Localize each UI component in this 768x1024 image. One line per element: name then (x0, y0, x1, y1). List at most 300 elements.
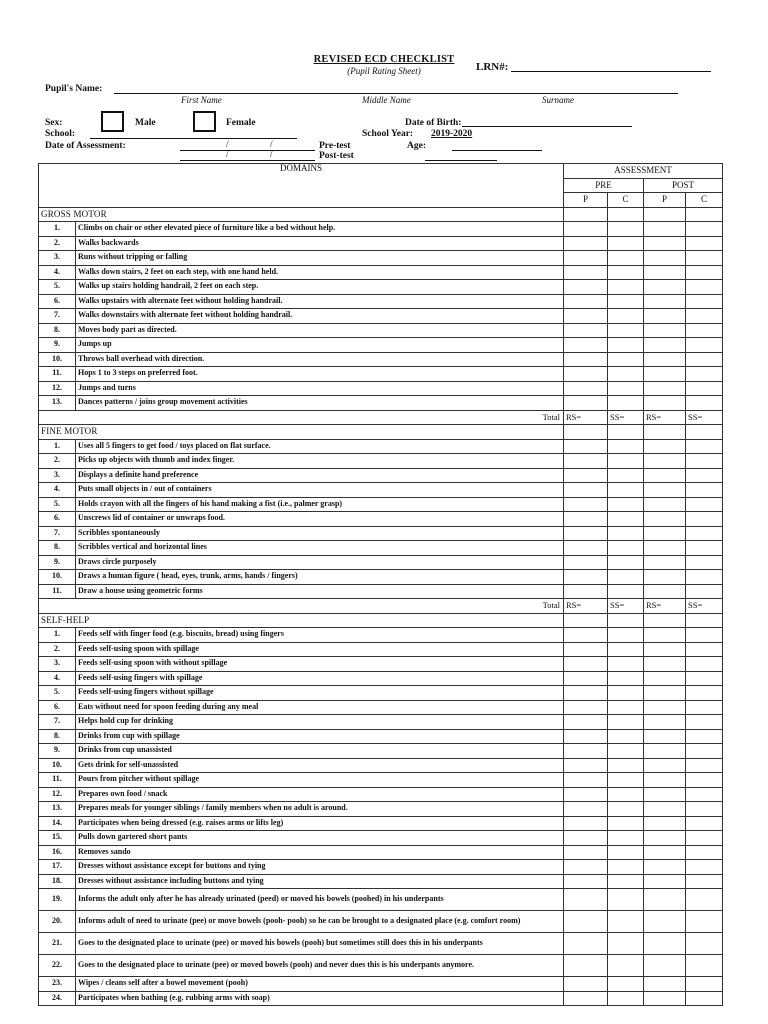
item-description: Hops 1 to 3 steps on preferred foot. (76, 367, 564, 382)
post-p-cell[interactable] (644, 222, 686, 237)
item-description: Runs without tripping or falling (76, 251, 564, 266)
post-c-cell[interactable] (686, 251, 723, 266)
pre-c-cell[interactable] (608, 977, 644, 992)
post-p-cell[interactable] (644, 991, 686, 1006)
pre-p-cell[interactable] (564, 787, 608, 802)
post-c-cell[interactable] (686, 977, 723, 992)
table-row (39, 686, 723, 701)
post-c-cell[interactable] (686, 236, 723, 251)
pre-c-cell[interactable] (608, 338, 644, 353)
pre-p-cell[interactable] (564, 744, 608, 759)
post-c-cell[interactable] (686, 439, 723, 454)
post-p-cell[interactable] (644, 555, 686, 570)
post-p-cell[interactable] (644, 541, 686, 556)
pre-c-cell[interactable] (608, 468, 644, 483)
post-p-cell[interactable] (644, 323, 686, 338)
fine-motor-section-row (39, 425, 723, 440)
item-description: Eats without need for spoon feeding during any meal (76, 700, 564, 715)
post-p-cell[interactable] (644, 955, 686, 977)
post-p-cell[interactable] (644, 497, 686, 512)
pre-c-cell[interactable] (608, 845, 644, 860)
item-number: 1. (39, 628, 76, 643)
table-row (39, 280, 723, 295)
post-p-cell[interactable] (644, 468, 686, 483)
pre-p-cell[interactable] (564, 911, 608, 933)
post-c-cell[interactable] (686, 396, 723, 411)
pre-p-cell[interactable] (564, 831, 608, 846)
table-row (39, 570, 723, 585)
pre-p-cell[interactable] (564, 222, 608, 237)
pre-c-cell[interactable] (608, 816, 644, 831)
table-row (39, 977, 723, 992)
pre-p-cell[interactable] (564, 729, 608, 744)
item-number: 12. (39, 787, 76, 802)
pretest-label: Pre-test (319, 141, 351, 151)
post-p-cell[interactable] (644, 570, 686, 585)
pre-p-cell[interactable] (564, 991, 608, 1006)
sex-label: Sex: (45, 118, 63, 128)
pre-p-cell[interactable] (564, 497, 608, 512)
pre-c-cell[interactable] (608, 381, 644, 396)
pre-c-cell[interactable] (608, 265, 644, 280)
pre-p-cell[interactable] (564, 280, 608, 295)
post-c-cell[interactable] (686, 773, 723, 788)
post-p-cell[interactable] (644, 911, 686, 933)
pre-c-cell[interactable] (608, 483, 644, 498)
pre-c-cell[interactable] (608, 512, 644, 527)
pre-p-cell[interactable] (564, 338, 608, 353)
post-c-cell[interactable] (686, 628, 723, 643)
item-number: 11. (39, 367, 76, 382)
pre-c-cell[interactable] (608, 671, 644, 686)
pre-p-cell[interactable] (564, 933, 608, 955)
post-rs-cell[interactable]: RS= (644, 599, 686, 614)
posttest-label: Post-test (319, 151, 354, 161)
post-c-cell[interactable] (686, 338, 723, 353)
dob-field[interactable] (462, 126, 632, 127)
age-field[interactable] (452, 150, 542, 151)
post-c-cell[interactable] (686, 845, 723, 860)
pre-c-cell[interactable] (608, 555, 644, 570)
item-description: Helps hold cup for drinking (76, 715, 564, 730)
post-p-cell[interactable] (644, 845, 686, 860)
item-description: Participates when being dressed (e.g. raises arms or lifts leg) (76, 816, 564, 831)
post-c-cell[interactable] (686, 454, 723, 469)
pre-rs-cell[interactable]: RS= (564, 410, 608, 425)
post-c-cell[interactable] (686, 265, 723, 280)
item-number: 7. (39, 526, 76, 541)
table-row (39, 555, 723, 570)
post-p-cell[interactable] (644, 280, 686, 295)
pre-c-cell[interactable] (608, 294, 644, 309)
pre-p-cell[interactable] (564, 483, 608, 498)
post-c-cell[interactable] (686, 889, 723, 911)
post-p-cell[interactable] (644, 889, 686, 911)
pre-c-cell[interactable] (608, 309, 644, 324)
post-p-cell[interactable] (644, 381, 686, 396)
post-c-cell[interactable] (686, 555, 723, 570)
pre-c-cell[interactable] (608, 955, 644, 977)
item-number: 8. (39, 729, 76, 744)
middle-name-caption: Middle Name (362, 95, 411, 105)
pre-p-cell[interactable] (564, 773, 608, 788)
post-p-cell[interactable] (644, 744, 686, 759)
post-c-cell[interactable] (686, 294, 723, 309)
item-number: 7. (39, 715, 76, 730)
pre-p-cell[interactable] (564, 526, 608, 541)
pre-p-cell[interactable] (564, 642, 608, 657)
lrn-field[interactable] (511, 71, 711, 72)
item-description: Draws a human figure ( head, eyes, trunk, arms, hands / fingers) (76, 570, 564, 585)
post-c-cell[interactable] (686, 874, 723, 889)
post-p-cell[interactable] (644, 251, 686, 266)
post-c-cell[interactable] (686, 570, 723, 585)
item-number: 17. (39, 860, 76, 875)
post-p-cell[interactable] (644, 773, 686, 788)
post-p-cell[interactable] (644, 874, 686, 889)
pre-c-cell[interactable] (608, 628, 644, 643)
table-row (39, 628, 723, 643)
post-p-cell[interactable] (644, 671, 686, 686)
post-c-cell[interactable] (686, 367, 723, 382)
pre-c-cell[interactable] (608, 773, 644, 788)
table-row (39, 396, 723, 411)
post-c-header: C (686, 193, 723, 208)
post-c-cell[interactable] (686, 352, 723, 367)
post-p-cell[interactable] (644, 309, 686, 324)
pre-c-cell[interactable] (608, 787, 644, 802)
item-number: 12. (39, 381, 76, 396)
item-description: Gets drink for self-unassisted (76, 758, 564, 773)
pre-c-header: C (608, 193, 644, 208)
pre-header: PRE (564, 178, 644, 193)
table-row (39, 889, 723, 911)
pretest-slash-2: / (270, 140, 273, 150)
school-year-label: School Year: (362, 129, 414, 139)
pre-c-cell[interactable] (608, 715, 644, 730)
table-row (39, 715, 723, 730)
pre-p-cell[interactable] (564, 816, 608, 831)
pre-p-cell[interactable] (564, 758, 608, 773)
pre-p-cell[interactable] (564, 381, 608, 396)
post-c-cell[interactable] (686, 381, 723, 396)
post-p-cell[interactable] (644, 860, 686, 875)
post-p-cell[interactable] (644, 816, 686, 831)
pretest-date-field[interactable] (180, 150, 315, 151)
table-row (39, 729, 723, 744)
pre-c-cell[interactable] (608, 584, 644, 599)
pre-p-cell[interactable] (564, 715, 608, 730)
pre-c-cell[interactable] (608, 758, 644, 773)
pre-c-cell[interactable] (608, 744, 644, 759)
pre-p-cell[interactable] (564, 512, 608, 527)
post-p-cell[interactable] (644, 628, 686, 643)
pre-p-cell[interactable] (564, 889, 608, 911)
post-p-cell[interactable] (644, 700, 686, 715)
pre-c-cell[interactable] (608, 874, 644, 889)
gross-motor-title: GROSS MOTOR (39, 207, 564, 222)
assessment-header: ASSESSMENT (564, 164, 723, 179)
self-help-header-post-p (644, 613, 686, 628)
post-c-cell[interactable] (686, 584, 723, 599)
post-c-cell[interactable] (686, 323, 723, 338)
post-c-cell[interactable] (686, 541, 723, 556)
fine-motor-header-post-p (644, 425, 686, 440)
post-p-cell[interactable] (644, 338, 686, 353)
post-c-cell[interactable] (686, 671, 723, 686)
post-p-cell[interactable] (644, 977, 686, 992)
item-description: Puts small objects in / out of containers (76, 483, 564, 498)
post-p-cell[interactable] (644, 512, 686, 527)
item-number: 4. (39, 265, 76, 280)
pre-p-cell[interactable] (564, 396, 608, 411)
pre-ss-cell[interactable]: SS= (608, 410, 644, 425)
table-row (39, 323, 723, 338)
item-description: Prepares own food / snack (76, 787, 564, 802)
pupil-name-field[interactable] (114, 93, 678, 94)
post-c-cell[interactable] (686, 933, 723, 955)
pre-p-cell[interactable] (564, 700, 608, 715)
pre-p-cell[interactable] (564, 845, 608, 860)
item-description: Jumps up (76, 338, 564, 353)
post-c-cell[interactable] (686, 222, 723, 237)
pre-c-cell[interactable] (608, 541, 644, 556)
pre-c-cell[interactable] (608, 802, 644, 817)
male-checkbox[interactable] (101, 111, 124, 132)
age-field-2[interactable] (425, 160, 497, 161)
pre-ss-cell[interactable]: SS= (608, 599, 644, 614)
post-c-cell[interactable] (686, 280, 723, 295)
pre-p-cell[interactable] (564, 352, 608, 367)
post-c-cell[interactable] (686, 512, 723, 527)
table-row (39, 802, 723, 817)
item-description: Walks downstairs with alternate feet without holding handrail. (76, 309, 564, 324)
posttest-slash-2: / (270, 150, 273, 160)
pre-p-cell[interactable] (564, 802, 608, 817)
post-c-cell[interactable] (686, 860, 723, 875)
pre-p-cell[interactable] (564, 657, 608, 672)
item-number: 10. (39, 352, 76, 367)
post-c-cell[interactable] (686, 483, 723, 498)
item-description: Jumps and turns (76, 381, 564, 396)
pre-c-cell[interactable] (608, 396, 644, 411)
pre-c-cell[interactable] (608, 911, 644, 933)
post-c-cell[interactable] (686, 686, 723, 701)
self-help-header-pre-p (564, 613, 608, 628)
post-p-cell[interactable] (644, 642, 686, 657)
pre-p-cell[interactable] (564, 860, 608, 875)
table-row (39, 468, 723, 483)
pre-c-cell[interactable] (608, 991, 644, 1006)
post-rs-cell[interactable]: RS= (644, 410, 686, 425)
pre-p-cell[interactable] (564, 236, 608, 251)
item-description: Scribbles vertical and horizontal lines (76, 541, 564, 556)
post-p-cell[interactable] (644, 265, 686, 280)
item-description: Prepares meals for younger siblings / family members when no adult is around. (76, 802, 564, 817)
post-p-cell[interactable] (644, 584, 686, 599)
pre-c-cell[interactable] (608, 236, 644, 251)
item-number: 2. (39, 454, 76, 469)
pre-p-cell[interactable] (564, 265, 608, 280)
item-description: Wipes / cleans self after a bowel movement (pooh) (76, 977, 564, 992)
post-p-cell[interactable] (644, 352, 686, 367)
post-c-cell[interactable] (686, 802, 723, 817)
pre-c-cell[interactable] (608, 352, 644, 367)
table-row (39, 955, 723, 977)
school-field[interactable] (90, 138, 297, 139)
post-c-cell[interactable] (686, 816, 723, 831)
pre-p-cell[interactable] (564, 468, 608, 483)
female-checkbox[interactable] (193, 111, 216, 132)
post-p-cell[interactable] (644, 367, 686, 382)
posttest-date-field[interactable] (180, 160, 315, 161)
pre-p-cell[interactable] (564, 323, 608, 338)
pre-c-cell[interactable] (608, 700, 644, 715)
item-number: 2. (39, 236, 76, 251)
self-help-title: SELF-HELP (39, 613, 564, 628)
pre-c-cell[interactable] (608, 933, 644, 955)
table-row (39, 497, 723, 512)
item-description: Informs adult of need to urinate (pee) or move bowels (pooh- pooh) so he can be brought to a designated place (e.g. comfort room) (76, 911, 564, 933)
pre-p-cell[interactable] (564, 686, 608, 701)
pre-c-cell[interactable] (608, 657, 644, 672)
pre-p-cell[interactable] (564, 628, 608, 643)
post-c-cell[interactable] (686, 955, 723, 977)
post-c-cell[interactable] (686, 309, 723, 324)
post-p-cell[interactable] (644, 483, 686, 498)
pre-p-cell[interactable] (564, 439, 608, 454)
table-row (39, 309, 723, 324)
pre-p-cell[interactable] (564, 309, 608, 324)
pre-c-cell[interactable] (608, 831, 644, 846)
table-row (39, 541, 723, 556)
post-p-cell[interactable] (644, 454, 686, 469)
school-year-value: 2019-2020 (431, 129, 473, 139)
pre-c-cell[interactable] (608, 889, 644, 911)
pre-c-cell[interactable] (608, 439, 644, 454)
post-c-cell[interactable] (686, 729, 723, 744)
post-c-cell[interactable] (686, 642, 723, 657)
post-c-cell[interactable] (686, 715, 723, 730)
post-p-cell[interactable] (644, 715, 686, 730)
pre-p-cell[interactable] (564, 671, 608, 686)
table-row (39, 642, 723, 657)
item-description: Feeds self with finger food (e.g. biscuits, bread) using fingers (76, 628, 564, 643)
pre-p-cell[interactable] (564, 977, 608, 992)
post-p-cell[interactable] (644, 831, 686, 846)
item-description: Unscrews lid of container or unwraps food. (76, 512, 564, 527)
post-p-cell[interactable] (644, 758, 686, 773)
item-description: Informs the adult only after he has already urinated (peed) or moved his bowels (poohed) in his underpants (76, 889, 564, 911)
post-p-cell[interactable] (644, 933, 686, 955)
pre-p-cell[interactable] (564, 584, 608, 599)
table-row (39, 512, 723, 527)
pre-c-cell[interactable] (608, 860, 644, 875)
pre-p-cell[interactable] (564, 541, 608, 556)
post-c-cell[interactable] (686, 911, 723, 933)
item-number: 9. (39, 744, 76, 759)
table-row (39, 265, 723, 280)
table-row (39, 454, 723, 469)
post-c-cell[interactable] (686, 700, 723, 715)
pre-c-cell[interactable] (608, 497, 644, 512)
table-row (39, 744, 723, 759)
post-c-cell[interactable] (686, 744, 723, 759)
pre-c-cell[interactable] (608, 570, 644, 585)
item-description: Drinks from cup unassisted (76, 744, 564, 759)
item-description: Picks up objects with thumb and index finger. (76, 454, 564, 469)
pre-p-cell[interactable] (564, 955, 608, 977)
pre-rs-cell[interactable]: RS= (564, 599, 608, 614)
post-c-cell[interactable] (686, 657, 723, 672)
item-description: Goes to the designated place to urinate (pee) or moved bowels (pooh) and never does this is his underpants anymore. (76, 955, 564, 977)
pre-c-cell[interactable] (608, 729, 644, 744)
post-c-cell[interactable] (686, 497, 723, 512)
post-c-cell[interactable] (686, 468, 723, 483)
item-description: Draw a house using geometric forms (76, 584, 564, 599)
pre-p-cell[interactable] (564, 454, 608, 469)
gross-motor-section-row (39, 207, 723, 222)
pre-p-cell[interactable] (564, 294, 608, 309)
post-p-cell[interactable] (644, 657, 686, 672)
post-c-cell[interactable] (686, 758, 723, 773)
pre-c-cell[interactable] (608, 526, 644, 541)
post-p-cell[interactable] (644, 439, 686, 454)
item-number: 5. (39, 686, 76, 701)
form-title: REVISED ECD CHECKLIST (313, 54, 455, 65)
item-number: 6. (39, 512, 76, 527)
pre-c-cell[interactable] (608, 280, 644, 295)
item-number: 19. (39, 889, 76, 911)
post-ss-cell[interactable]: SS= (686, 599, 723, 614)
pre-c-cell[interactable] (608, 222, 644, 237)
item-description: Walks down stairs, 2 feet on each step, with one hand held. (76, 265, 564, 280)
school-label: School: (45, 129, 76, 139)
item-description: Throws ball overhead with direction. (76, 352, 564, 367)
post-p-cell[interactable] (644, 802, 686, 817)
table-row (39, 483, 723, 498)
pre-p-cell[interactable] (564, 251, 608, 266)
post-p-cell[interactable] (644, 526, 686, 541)
post-c-cell[interactable] (686, 787, 723, 802)
post-c-cell[interactable] (686, 526, 723, 541)
pre-c-cell[interactable] (608, 454, 644, 469)
table-row (39, 700, 723, 715)
post-c-cell[interactable] (686, 831, 723, 846)
post-p-cell[interactable] (644, 396, 686, 411)
pre-c-cell[interactable] (608, 367, 644, 382)
pre-p-cell[interactable] (564, 555, 608, 570)
post-ss-cell[interactable]: SS= (686, 410, 723, 425)
item-number: 8. (39, 541, 76, 556)
post-c-cell[interactable] (686, 991, 723, 1006)
pre-p-cell[interactable] (564, 367, 608, 382)
pre-c-cell[interactable] (608, 642, 644, 657)
pre-c-cell[interactable] (608, 686, 644, 701)
post-p-cell[interactable] (644, 729, 686, 744)
item-description: Draws circle purposely (76, 555, 564, 570)
item-number: 9. (39, 338, 76, 353)
pre-c-cell[interactable] (608, 323, 644, 338)
post-p-cell[interactable] (644, 236, 686, 251)
post-p-cell[interactable] (644, 787, 686, 802)
pre-p-cell[interactable] (564, 570, 608, 585)
item-number: 4. (39, 483, 76, 498)
pre-c-cell[interactable] (608, 251, 644, 266)
post-p-cell[interactable] (644, 686, 686, 701)
pre-p-cell[interactable] (564, 874, 608, 889)
post-p-cell[interactable] (644, 294, 686, 309)
